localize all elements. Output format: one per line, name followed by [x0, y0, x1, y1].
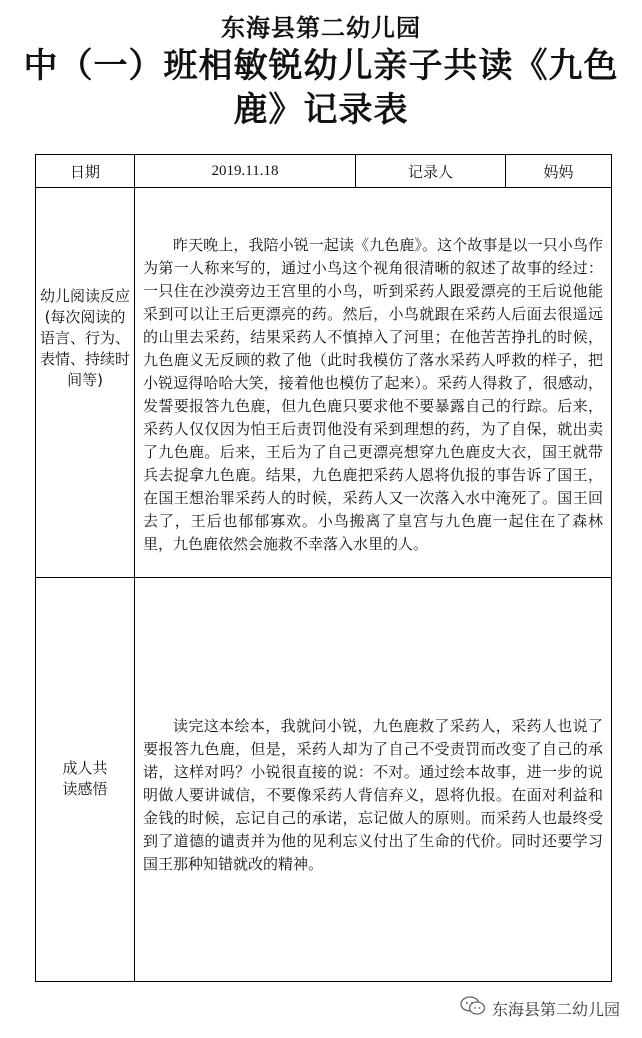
- child-reaction-label: 幼儿阅读反应(每次阅读的语言、行为、表情、持续时间等): [39, 287, 130, 389]
- child-reaction-text: 昨天晚上，我陪小锐一起读《九色鹿》。这个故事是以一只小鸟作为第一人称来写的，通过小鸟这个视角很清晰的叙述了故事的经过：一只住在沙漠旁边王宫里的小鸟，听到采药人跟爱漂亮的王后说他能采到可以让王后更漂亮的药。然后，小鸟就跟在采药人后面去很遥远的山里去采药，结果采药人不慎掉入了河里；在他苦苦挣扎的时候，九色鹿义无反顾的救了他（此时我模仿了落水采药人呼救的样子，把小锐逗得哈哈大笑，接着他也模仿了起来）。采药人得救了，很感动，发誓要报答九色鹿，但九色鹿只要求他不要暴露自己的行踪。后来，采药人仅仅因为怕王后责罚他没有采到理想的药，为了自保，就出卖了九色鹿。后来，王后为了自己更漂亮想穿九色鹿皮大衣，国王就带兵去捉拿九色鹿。结果，九色鹿把采药人恩将仇报的事告诉了国王，在国王想治罪采药人的时候，采药人又一次落入水中淹死了。国王回去了，王后也郁郁寡欢。小鸟搬离了皇宫与九色鹿一起住在了森林里，九色鹿依然会施救不幸落入水里的人。: [143, 236, 603, 553]
- footer-account-name: 东海县第二幼儿园: [491, 999, 620, 1019]
- recorder-value: 妈妈: [505, 154, 612, 188]
- adult-reflection-label-cell: [35, 577, 135, 982]
- adult-reflection-label: 成人共读感悟: [62, 759, 108, 798]
- page-title: 中（一）班相敏锐幼儿亲子共读《九色鹿》记录表: [23, 46, 619, 130]
- wechat-icon: [460, 996, 486, 1020]
- recorder-label: 记录人: [355, 154, 506, 188]
- child-reaction-label-cell: [35, 187, 135, 578]
- footer-watermark: [460, 996, 620, 1020]
- date-value: 2019.11.18: [134, 154, 356, 188]
- adult-reflection-cell: [134, 577, 612, 982]
- child-reaction-cell: [134, 187, 612, 578]
- school-name: 东海县第二幼儿园: [221, 14, 421, 42]
- date-label: 日期: [35, 154, 135, 188]
- adult-reflection-text: 读完这本绘本，我就问小锐，九色鹿救了采药人，采药人也说了要报答九色鹿，但是，采药人却为了自己不受责罚而改变了自己的承诺，这样对吗？小锐很直接的说：不对。通过绘本故事，进一步的说明做人要讲诚信，不要像采药人背信弃义，恩将仇报。在面对利益和金钱的时候，忘记自己的承诺，忘记做人的原则。而采药人也最终受到了道德的谴责并为他的见利忘义付出了生命的代价。同时还要学习国王那种知错就改的精神。: [143, 717, 603, 873]
- record-table: [35, 154, 612, 982]
